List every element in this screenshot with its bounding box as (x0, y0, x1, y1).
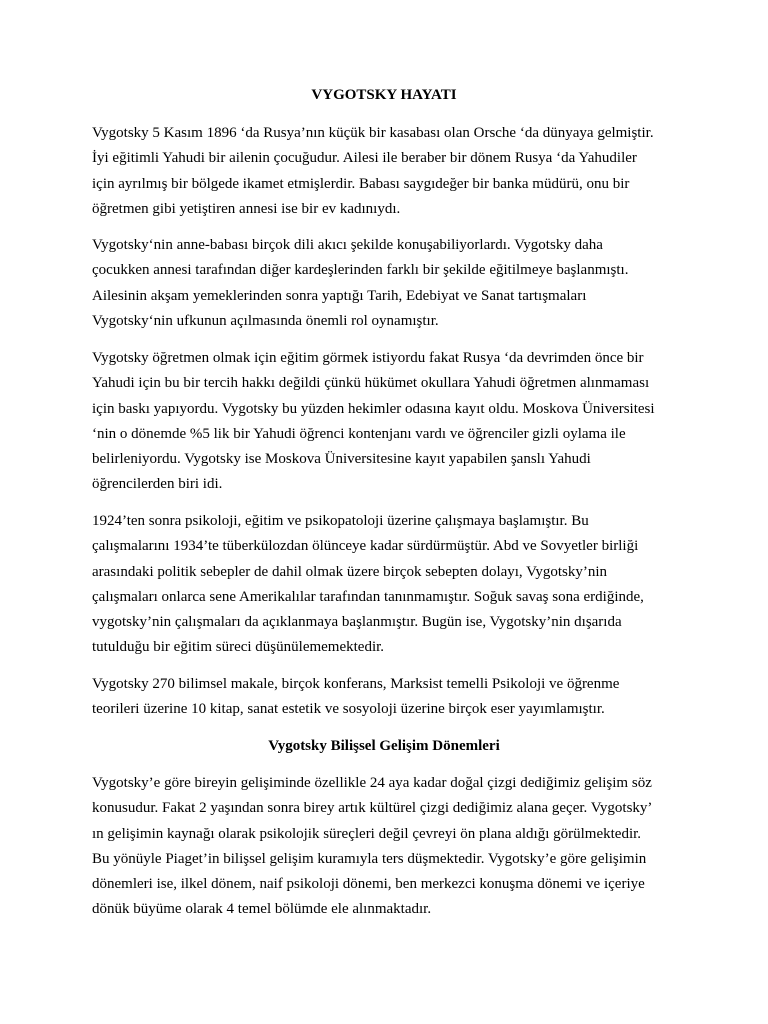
text-line: çocukken annesi tarafından diğer kardeşlerinden farklı bir şekilde eğitilmeye başlanmıştı. (92, 262, 629, 279)
text-line: ın gelişimin kaynağı olarak psikolojik süreçleri değil çevreyi ön plana aldığı görülmektedir. (92, 825, 642, 842)
text-line: için baskı yapıyordu. Vygotsky bu yüzden hekimler odasına kayıt oldu. Moskova Üniversitesi (92, 400, 655, 417)
paragraph-career (92, 509, 682, 661)
text-line: Vygotsky’e göre bireyin gelişiminde özellikle 24 aya kadar doğal çizgi dediğimiz gelişim söz (92, 775, 652, 791)
text-line: dönük büyüme olarak 4 temel bölümde ele alınmaktadır. (92, 901, 432, 918)
text-line: öğrencilerden biri idi. (92, 476, 223, 493)
text-line: Vygotsky 5 Kasım 1896 ‘da Rusya’nın küçük bir kasabası olan Orsche ‘da dünyaya gelmiştir. (92, 125, 654, 141)
text-line: için ayrılmış bir bölgede ikamet etmişlerdir. Babası saygıdeğer bir banka müdürü, onu bir (92, 175, 630, 192)
text-line: İyi eğitimli Yahudi bir ailenin çocuğudur. Ailesi ile beraber bir dönem Rusya ‘da Yahudiler (92, 150, 637, 167)
section-heading: Vygotsky Bilişsel Gelişim Dönemleri (268, 738, 500, 754)
text-line: çalışmalarını 1934’te tüberkülozdan ölünceye kadar sürdürmüştür. Abd ve Sovyetler birliği (92, 538, 639, 555)
paragraph-family (92, 233, 682, 334)
text-line: tutulduğu bir eğitim süreci düşünülememektedir. (92, 639, 385, 656)
paragraph-birth (92, 121, 682, 222)
text-line: öğretmen gibi yetiştiren annesi ise bir ev kadınıydı. (92, 200, 401, 217)
text-line: Yahudi için bu bir tercih hakkı değildi çünkü hükümet okullara Yahudi öğretmen alınmaması (92, 375, 650, 392)
text-line: çalışmaları onlarca sene Amerikalılar tarafından tanınmamıştır. Soğuk savaş sona erdiğinde, (92, 588, 644, 605)
text-line: konusudur. Fakat 2 yaşından sonra birey artık kültürel çizgi dediğimiz alana geçer. Vygotsky’ (92, 800, 653, 817)
text-line: arasındaki politik sebepler de dahil olmak üzere birçok sebepten dolayı, Vygotsky’nin (92, 563, 608, 580)
document-title: VYGOTSKY HAYATI (311, 87, 457, 103)
text-line: Vygotsky‘nin anne-babası birçok dili akıcı şekilde konuşabiliyorlardı. Vygotsky daha (92, 237, 603, 253)
text-line: vygotsky’nin çalışmaları da açıklanmaya başlanmıştır. Bugün ise, Vygotsky’nin dışarıda (92, 614, 622, 631)
text-line: teorileri üzerine 10 kitap, sanat estetik ve sosyoloji üzerine birçok eser yayımlamıştır. (92, 701, 605, 718)
paragraph-publications (92, 672, 682, 723)
text-line: belirleniyordu. Vygotsky ise Moskova Üniversitesine kayıt yapabilen şanslı Yahudi (92, 451, 591, 468)
text-line: Ailesinin akşam yemeklerinden sonra yaptığı Tarih, Edebiyat ve Sanat tartışmaları (92, 287, 587, 304)
paragraph-education (92, 346, 682, 498)
text-line: Vygotsky öğretmen olmak için eğitim görmek istiyordu fakat Rusya ‘da devrimden önce bir (92, 350, 644, 366)
text-line: Bu yönüyle Piaget’in bilişsel gelişim kuramıyla ters düşmektedir. Vygotsky’e göre gelişimin (92, 850, 647, 867)
paragraph-development-stages (92, 771, 682, 923)
text-line: dönemleri ise, ilkel dönem, naif psikoloji dönemi, ben merkezci konuşma dönemi ve içeriye (92, 876, 645, 893)
text-line: ‘nin o dönemde %5 lik bir Yahudi öğrenci kontenjanı vardı ve öğrenciler gizli oylama ile (92, 425, 626, 442)
text-line: Vygotsky‘nin ufkunun açılmasında önemli rol oynamıştır. (92, 312, 439, 329)
text-line: 1924’ten sonra psikoloji, eğitim ve psikopatoloji üzerine çalışmaya başlamıştır. Bu (92, 513, 589, 529)
text-line: Vygotsky 270 bilimsel makale, birçok konferans, Marksist temelli Psikoloji ve öğrenme (92, 676, 620, 692)
